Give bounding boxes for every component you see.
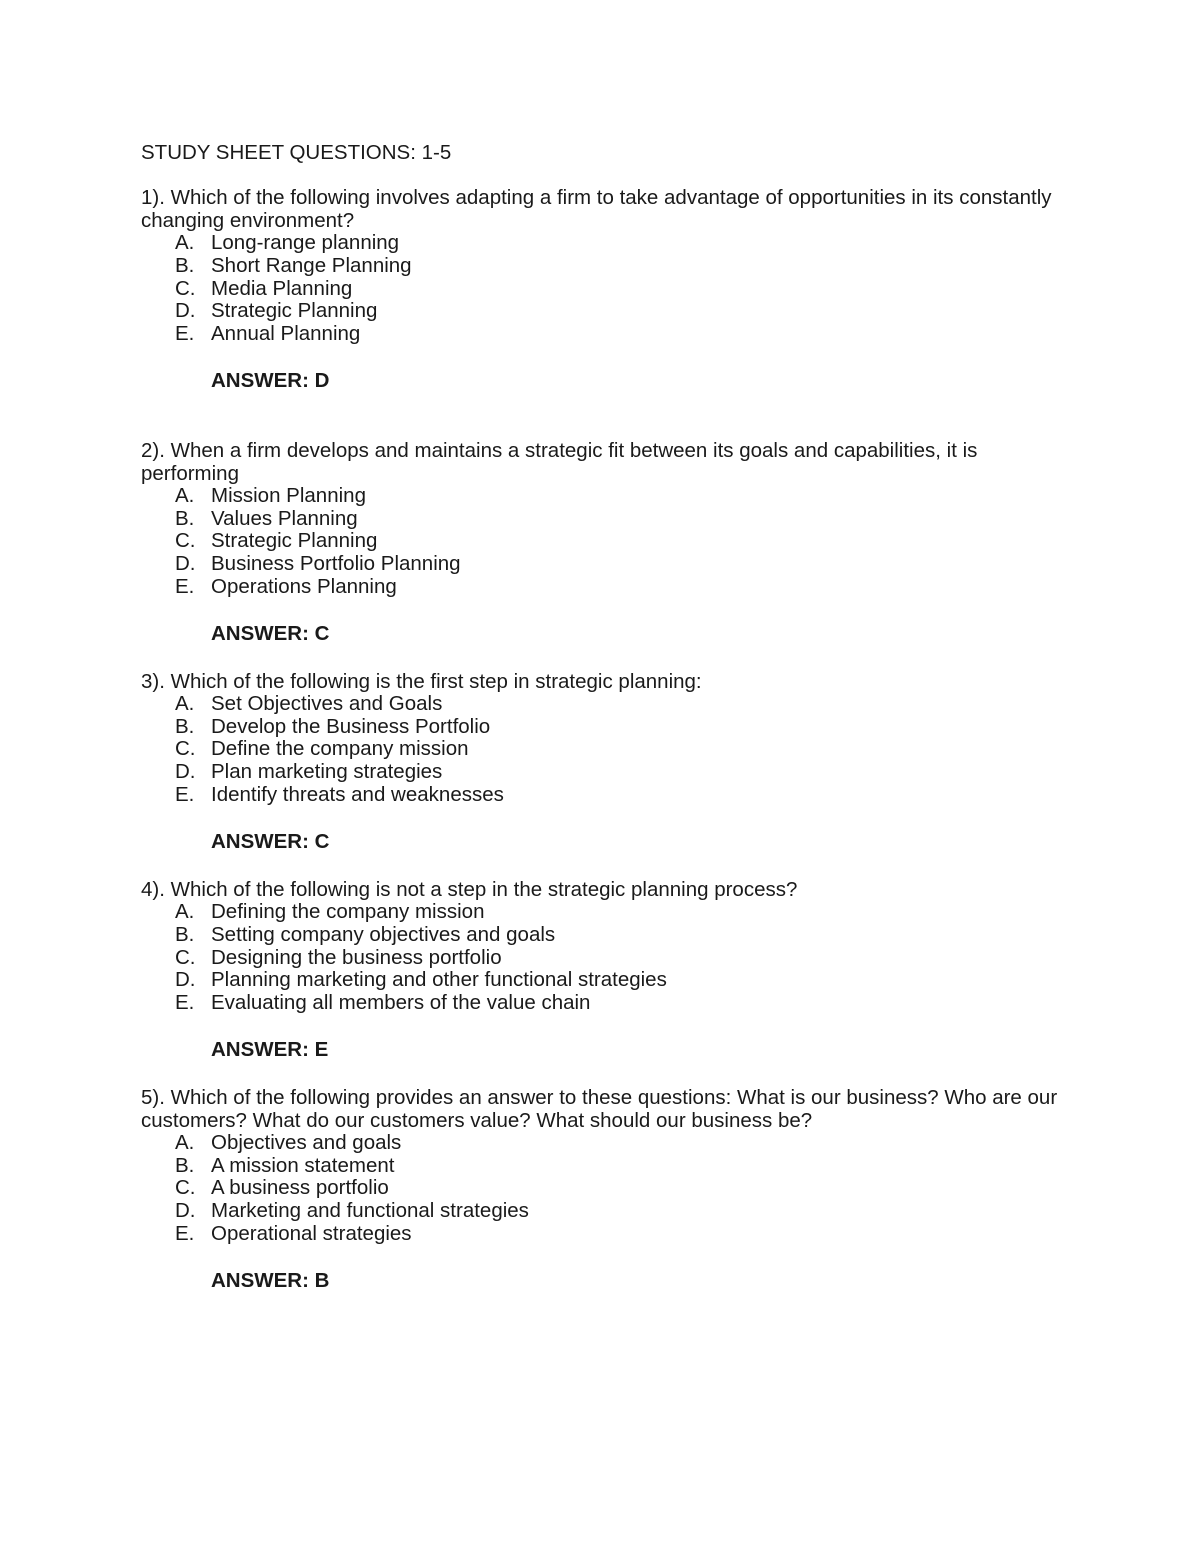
option-list xyxy=(141,1132,1061,1245)
option-text: Operations Planning xyxy=(211,574,397,598)
option-d xyxy=(141,553,1061,576)
option-letter: B. xyxy=(175,253,195,277)
question-stem: Which of the following involves adapting a firm to take advantage of opportunities in its constantly changing environment? xyxy=(141,186,1052,232)
option-letter: E. xyxy=(175,990,195,1014)
question-stem: Which of the following is not a step in the strategic planning process? xyxy=(170,877,798,901)
option-d xyxy=(141,761,1061,784)
option-b xyxy=(141,255,1061,278)
question-text xyxy=(141,879,1061,902)
option-b xyxy=(141,508,1061,531)
answer-label: ANSWER: E xyxy=(211,1038,329,1062)
option-list xyxy=(141,485,1061,598)
option-text: Values Planning xyxy=(211,506,358,530)
option-text: Long-range planning xyxy=(211,231,400,255)
option-c xyxy=(141,530,1061,553)
question-stem: When a firm develops and maintains a strategic fit between its goals and capabilities, it is performing xyxy=(141,438,978,485)
option-e xyxy=(141,576,1061,599)
option-letter: B. xyxy=(175,923,195,947)
question-number: 5). xyxy=(141,1086,165,1109)
option-letter: D. xyxy=(175,551,196,575)
option-text: Annual Planning xyxy=(211,321,361,345)
option-text: Business Portfolio Planning xyxy=(211,551,461,575)
option-text: Objectives and goals xyxy=(211,1131,402,1155)
option-letter: E. xyxy=(175,321,195,345)
answer-label: ANSWER: C xyxy=(211,830,330,854)
option-letter: E. xyxy=(175,782,195,806)
answer-label: ANSWER: B xyxy=(211,1269,330,1293)
option-b xyxy=(141,924,1061,947)
option-e xyxy=(141,992,1061,1015)
option-letter: B. xyxy=(175,506,195,530)
option-c xyxy=(141,278,1061,301)
option-letter: A. xyxy=(175,692,195,716)
option-letter: C. xyxy=(175,945,196,969)
option-b xyxy=(141,1155,1061,1178)
option-text: Strategic Planning xyxy=(211,299,378,323)
option-b xyxy=(141,716,1061,739)
option-letter: D. xyxy=(175,299,196,323)
question-text xyxy=(141,1087,1061,1132)
question-number: 2). xyxy=(141,438,165,462)
option-text: Set Objectives and Goals xyxy=(211,692,443,716)
question-number: 3). xyxy=(141,669,165,693)
question-text xyxy=(141,187,1061,232)
option-text: Defining the company mission xyxy=(211,900,485,924)
spacer xyxy=(141,393,1061,440)
option-list xyxy=(141,232,1061,345)
option-text: Planning marketing and other functional strategies xyxy=(211,968,667,992)
option-text: Define the company mission xyxy=(211,737,469,761)
option-text: Media Planning xyxy=(211,276,353,300)
option-letter: D. xyxy=(175,968,196,992)
option-text: A mission statement xyxy=(211,1153,395,1177)
spacer xyxy=(141,1062,1061,1087)
option-letter: C. xyxy=(175,529,196,553)
option-letter: C. xyxy=(175,276,196,300)
option-c xyxy=(141,1177,1061,1200)
option-d xyxy=(141,1200,1061,1223)
option-c xyxy=(141,947,1061,970)
option-a xyxy=(141,232,1061,255)
option-letter: D. xyxy=(175,1198,196,1222)
option-text: Develop the Business Portfolio xyxy=(211,714,491,738)
question-5 xyxy=(141,1087,1061,1293)
question-1 xyxy=(141,187,1061,393)
question-stem: Which of the following provides an answer to these questions: What is our business? Who are our customers? What do our customers value? What should our business be? xyxy=(141,1086,1058,1132)
option-text: Strategic Planning xyxy=(211,529,378,553)
option-c xyxy=(141,738,1061,761)
option-text: Designing the business portfolio xyxy=(211,945,502,969)
option-text: Identify threats and weaknesses xyxy=(211,782,504,806)
option-letter: C. xyxy=(175,1176,196,1200)
option-d xyxy=(141,300,1061,323)
question-stem: Which of the following is the first step in strategic planning: xyxy=(170,669,702,693)
option-letter: B. xyxy=(175,1153,195,1177)
option-letter: B. xyxy=(175,714,195,738)
spacer xyxy=(141,646,1061,671)
answer-label: ANSWER: D xyxy=(211,369,330,393)
option-text: Short Range Planning xyxy=(211,253,412,277)
option-a xyxy=(141,1132,1061,1155)
option-text: Plan marketing strategies xyxy=(211,760,443,784)
option-letter: E. xyxy=(175,1221,195,1245)
question-text xyxy=(141,671,1061,694)
option-letter: A. xyxy=(175,900,195,924)
question-3 xyxy=(141,671,1061,854)
question-number: 4). xyxy=(141,877,165,901)
option-e xyxy=(141,1223,1061,1246)
option-a xyxy=(141,901,1061,924)
option-text: Marketing and functional strategies xyxy=(211,1198,529,1222)
option-d xyxy=(141,969,1061,992)
question-2 xyxy=(141,440,1061,646)
question-text xyxy=(141,440,1061,485)
option-letter: A. xyxy=(175,231,195,255)
option-text: A business portfolio xyxy=(211,1176,389,1200)
option-e xyxy=(141,323,1061,346)
option-letter: C. xyxy=(175,737,196,761)
option-text: Mission Planning xyxy=(211,484,366,508)
document-page xyxy=(141,142,1061,1293)
option-text: Operational strategies xyxy=(211,1221,412,1245)
page-title: STUDY SHEET QUESTIONS: 1-5 xyxy=(141,141,452,164)
option-letter: D. xyxy=(175,760,196,784)
option-letter: E. xyxy=(175,574,195,598)
answer-label: ANSWER: C xyxy=(211,622,330,646)
option-list xyxy=(141,901,1061,1014)
option-a xyxy=(141,693,1061,716)
option-e xyxy=(141,784,1061,807)
question-4 xyxy=(141,879,1061,1062)
question-number: 1). xyxy=(141,186,165,210)
option-letter: A. xyxy=(175,484,195,508)
option-a xyxy=(141,485,1061,508)
option-list xyxy=(141,693,1061,806)
option-letter: A. xyxy=(175,1131,195,1155)
option-text: Setting company objectives and goals xyxy=(211,923,556,947)
spacer xyxy=(141,854,1061,879)
option-text: Evaluating all members of the value chain xyxy=(211,990,591,1014)
